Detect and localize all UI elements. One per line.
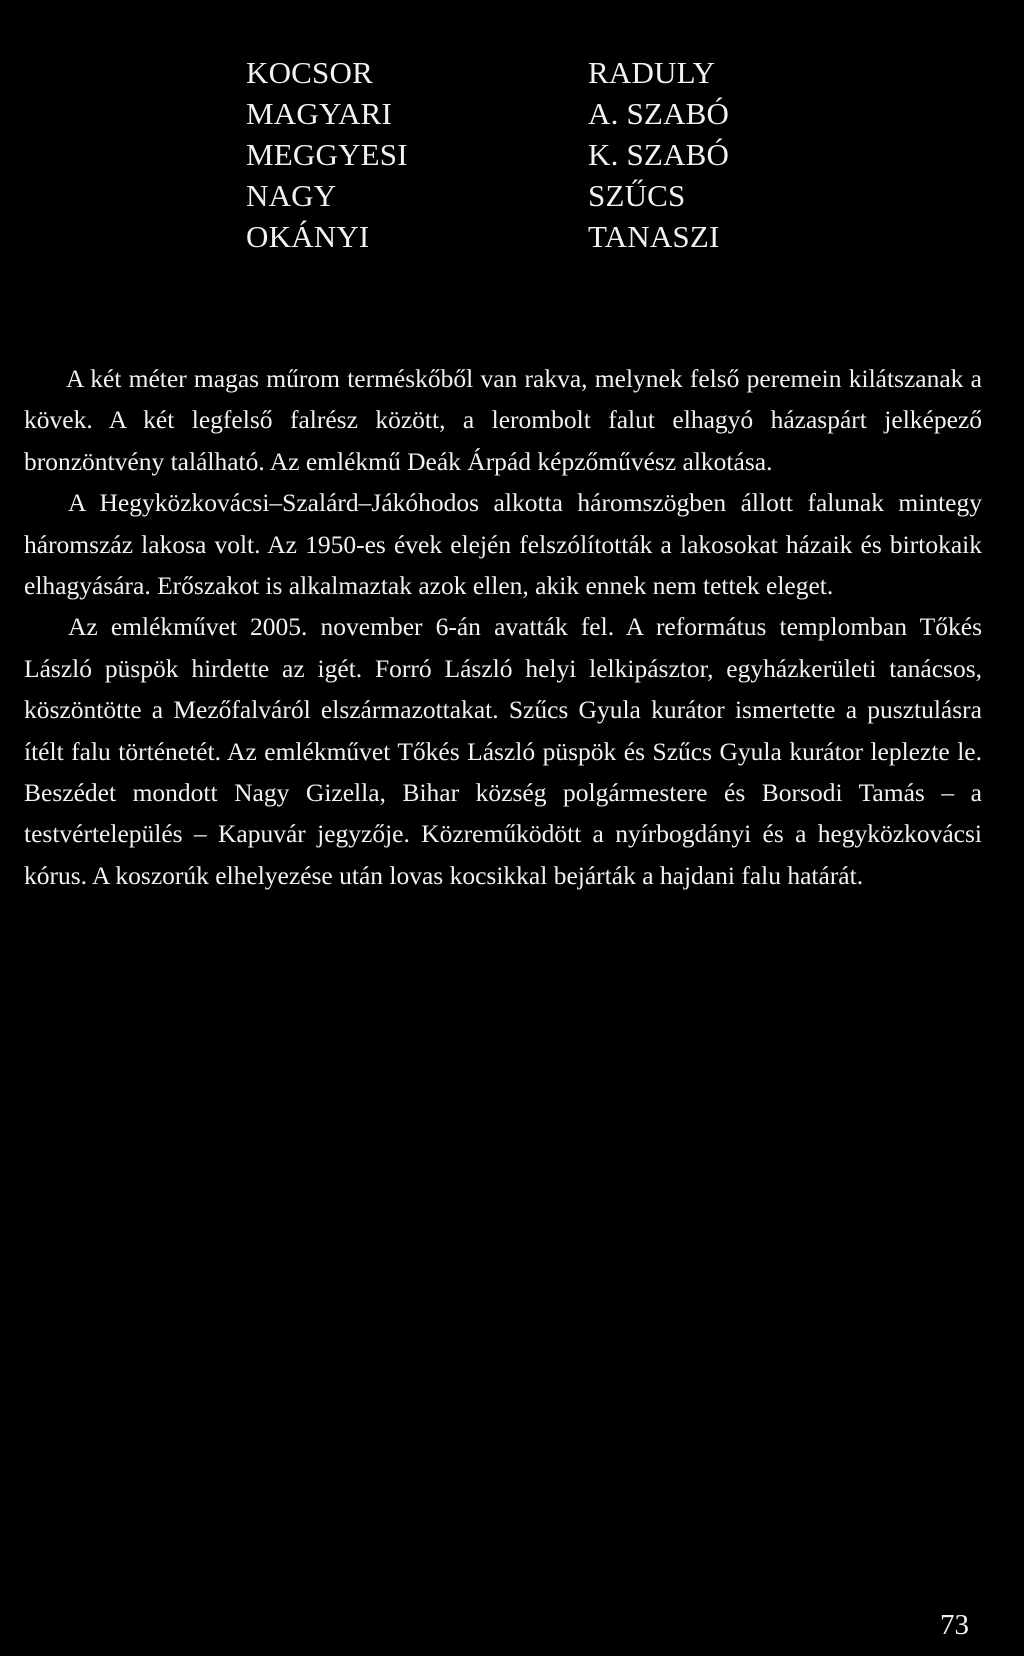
name-entry: RADULY [588,55,716,90]
name-list [0,52,1024,272]
name-entry: TANASZI [588,219,720,254]
paragraph: Az emlékművet 2005. november 6-án avatták fel. A református templomban Tőkés László püspök hirdette az igét. Forró László helyi lelkipásztor, egyházkerületi tanácsos, köszöntötte a Mezőfalváról elszármazottakat. Szűcs Gyula kurátor ismertette a pusztulásra ítélt falu történetét. Az emlékművet Tőkés László püspök és Szűcs Gyula kurátor leplezte le. Beszédet mondott Nagy Gizella, Bihar község polgármestere és Borsodi Tamás – a testvértelepülés – Kapuvár jegyzője. Közreműködött a nyírbogdányi és a hegyközkovácsi kórus. A koszorúk elhelyezése után lovas kocsikkal bejárták a hajdani falu határát. [24,612,982,890]
paragraph: A két méter magas műrom terméskőből van rakva, melynek felső peremein kilátszanak a kövek. A két legfelső falrész között, a lerombolt falut elhagyó házaspárt jelképező bronzöntvény található. Az emlékmű Deák Árpád képzőművész alkotása. [24,364,982,476]
body-text [24,358,982,896]
name-entry: K. SZABÓ [588,137,730,172]
name-column-right [588,52,729,257]
name-entry: NAGY [246,178,337,213]
name-entry: KOCSOR [246,55,373,90]
name-entry: OKÁNYI [246,219,370,254]
name-entry: A. SZABÓ [588,96,730,131]
paragraph: A Hegyközkovácsi–Szalárd–Jákóhodos alkotta háromszögben állott falunak mintegy háromszáz lakosa volt. Az 1950-es évek elején felszólították a lakosokat házaik és birtokaik elhagyására. Erőszakot is alkalmaztak azok ellen, akik ennek nem tettek eleget. [24,488,982,601]
name-column-left [246,52,408,257]
page-number: 73 [940,1609,969,1641]
name-entry: MEGGYESI [246,137,408,172]
name-entry: SZŰCS [588,178,686,213]
name-entry: MAGYARI [246,96,393,131]
